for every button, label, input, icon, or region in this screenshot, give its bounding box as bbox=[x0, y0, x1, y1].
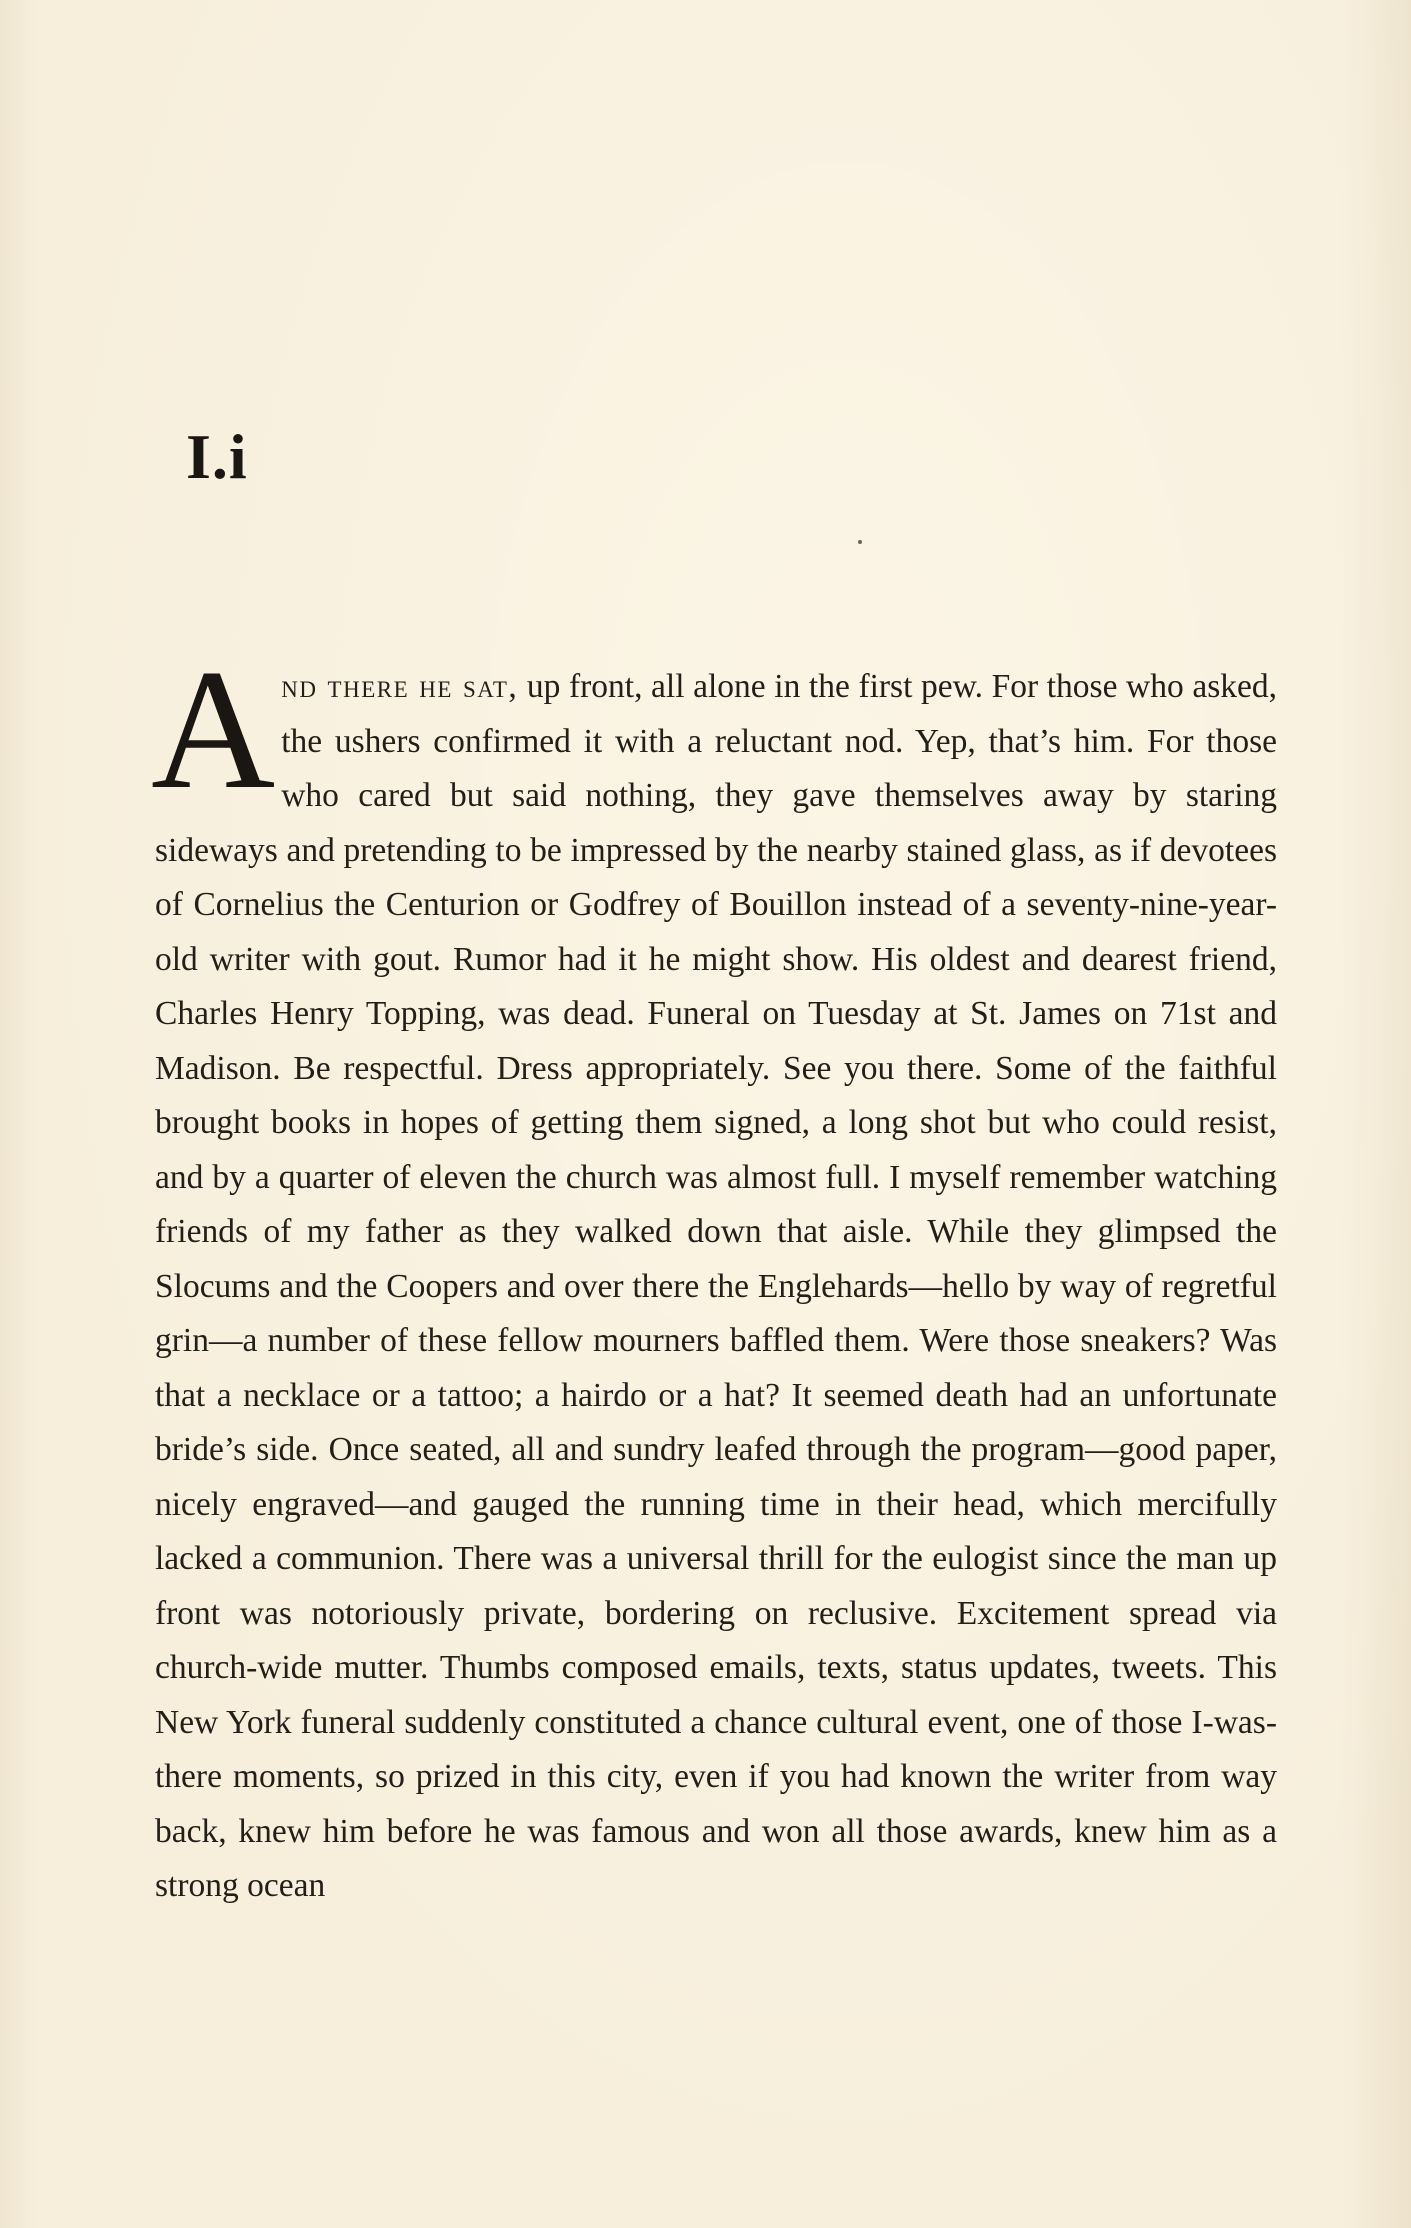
chapter-heading: I.i bbox=[186, 421, 248, 492]
print-speck bbox=[858, 540, 862, 544]
drop-cap: A bbox=[151, 635, 276, 825]
small-caps-lead-in: nd there he sat, bbox=[281, 668, 519, 705]
body-text bbox=[151, 635, 1277, 1914]
opening-paragraph bbox=[151, 635, 1277, 1914]
paragraph-text: up front, all alone in the first pew. For those who asked, the ushers confirmed it with a reluctant nod. Yep, that’s him. For those who cared but said nothing, they gave themselves away by staring sideways and pretending to be impressed by the nearby stained glass, as if devotees of Cornelius the Centurion or Godfrey of Bouillon instead of a seventy-nine-year-old writer with gout. Rumor had it he might show. His oldest and dearest friend, Charles Henry Topping, was dead. Funeral on Tuesday at St. James on 71st and Madison. Be respectful. Dress appropriately. See you there. Some of the faithful brought books in hopes of getting them signed, a long shot but who could resist, and by a quarter of eleven the church was almost full. I myself remember watching friends of my father as they walked down that aisle. While they glimpsed the Slocums and the Coopers and over there the Englehards—hello by way of regretful grin—a number of these fellow mourners baffled them. Were those sneakers? Was that a necklace or a tattoo; a hairdo or a hat? It seemed death had an unfortunate bride’s side. Once seated, all and sundry leafed through the program—good paper, nicely engraved—and gauged the running time in their head, which mercifully lacked a communion. There was a universal thrill for the eulogist since the man up front was notoriously private, bordering on reclusive. Excitement spread via church-wide mutter. Thumbs composed emails, texts, status updates, tweets. This New York funeral suddenly constituted a chance cultural event, one of those I-was-there moments, so prized in this city, even if you had known the writer from way back, knew him before he was famous and won all those awards, knew him as a strong ocean bbox=[155, 668, 1277, 1904]
